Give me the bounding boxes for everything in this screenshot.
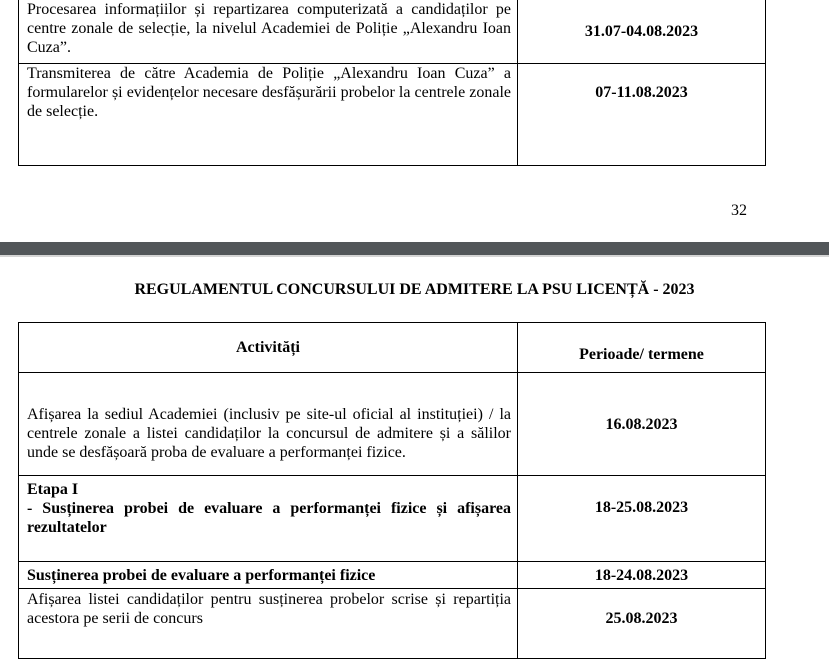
activity-cell: Susținerea probei de evaluare a performanței fizice (19, 562, 518, 589)
header-activities: Activități (19, 323, 518, 373)
table-row (19, 373, 766, 476)
page-number: 32 (731, 202, 747, 219)
table-header-row (19, 323, 766, 373)
page-separator (0, 242, 829, 255)
activity-cell (19, 476, 518, 562)
activity-cell: Procesarea informațiilor și repartizarea computerizată a candidaților pe centre zonale de selecție, la nivelul Academiei de Poliție „Alexandru Ioan Cuza”. (19, 0, 518, 64)
table-row-stage (19, 476, 766, 562)
stage-activity: - Susținerea probei de evaluare a performanței fizice și afișarea rezultatelor (27, 500, 511, 536)
schedule-table (18, 322, 766, 659)
period-cell: 31.07-04.08.2023 (518, 0, 766, 64)
document-title: REGULAMENTUL CONCURSULUI DE ADMITERE LA PSU LICENȚĂ - 2023 (134, 281, 695, 298)
period-cell: 18-25.08.2023 (518, 476, 766, 562)
activity-cell: Afișarea la sediul Academiei (inclusiv pe site-ul oficial al instituției) / la centrele zonale a listei candidaților la concursul de admitere și a sălilor unde se desfășoară proba de evaluare a performanței fizice. (19, 373, 518, 476)
period-cell: 07-11.08.2023 (518, 64, 766, 166)
table-row (19, 64, 766, 166)
period-cell: 25.08.2023 (518, 589, 766, 659)
schedule-table-continued (18, 0, 766, 166)
table-row (19, 562, 766, 589)
period-cell: 16.08.2023 (518, 373, 766, 476)
period-cell: 18-24.08.2023 (518, 562, 766, 589)
activity-cell: Transmiterea de către Academia de Poliție „Alexandru Ioan Cuza” a formularelor și evidențelor necesare desfășurării probelor la centrele zonale de selecție. (19, 64, 518, 166)
table-row (19, 589, 766, 659)
header-periods: Perioade/ termene (518, 323, 766, 373)
table-row (19, 0, 766, 64)
page-separator-edge (0, 255, 829, 257)
stage-label: Etapa I (27, 481, 79, 498)
activity-cell: Afișarea listei candidaților pentru susținerea probelor scrise și repartiția acestora pe serii de concurs (19, 589, 518, 659)
